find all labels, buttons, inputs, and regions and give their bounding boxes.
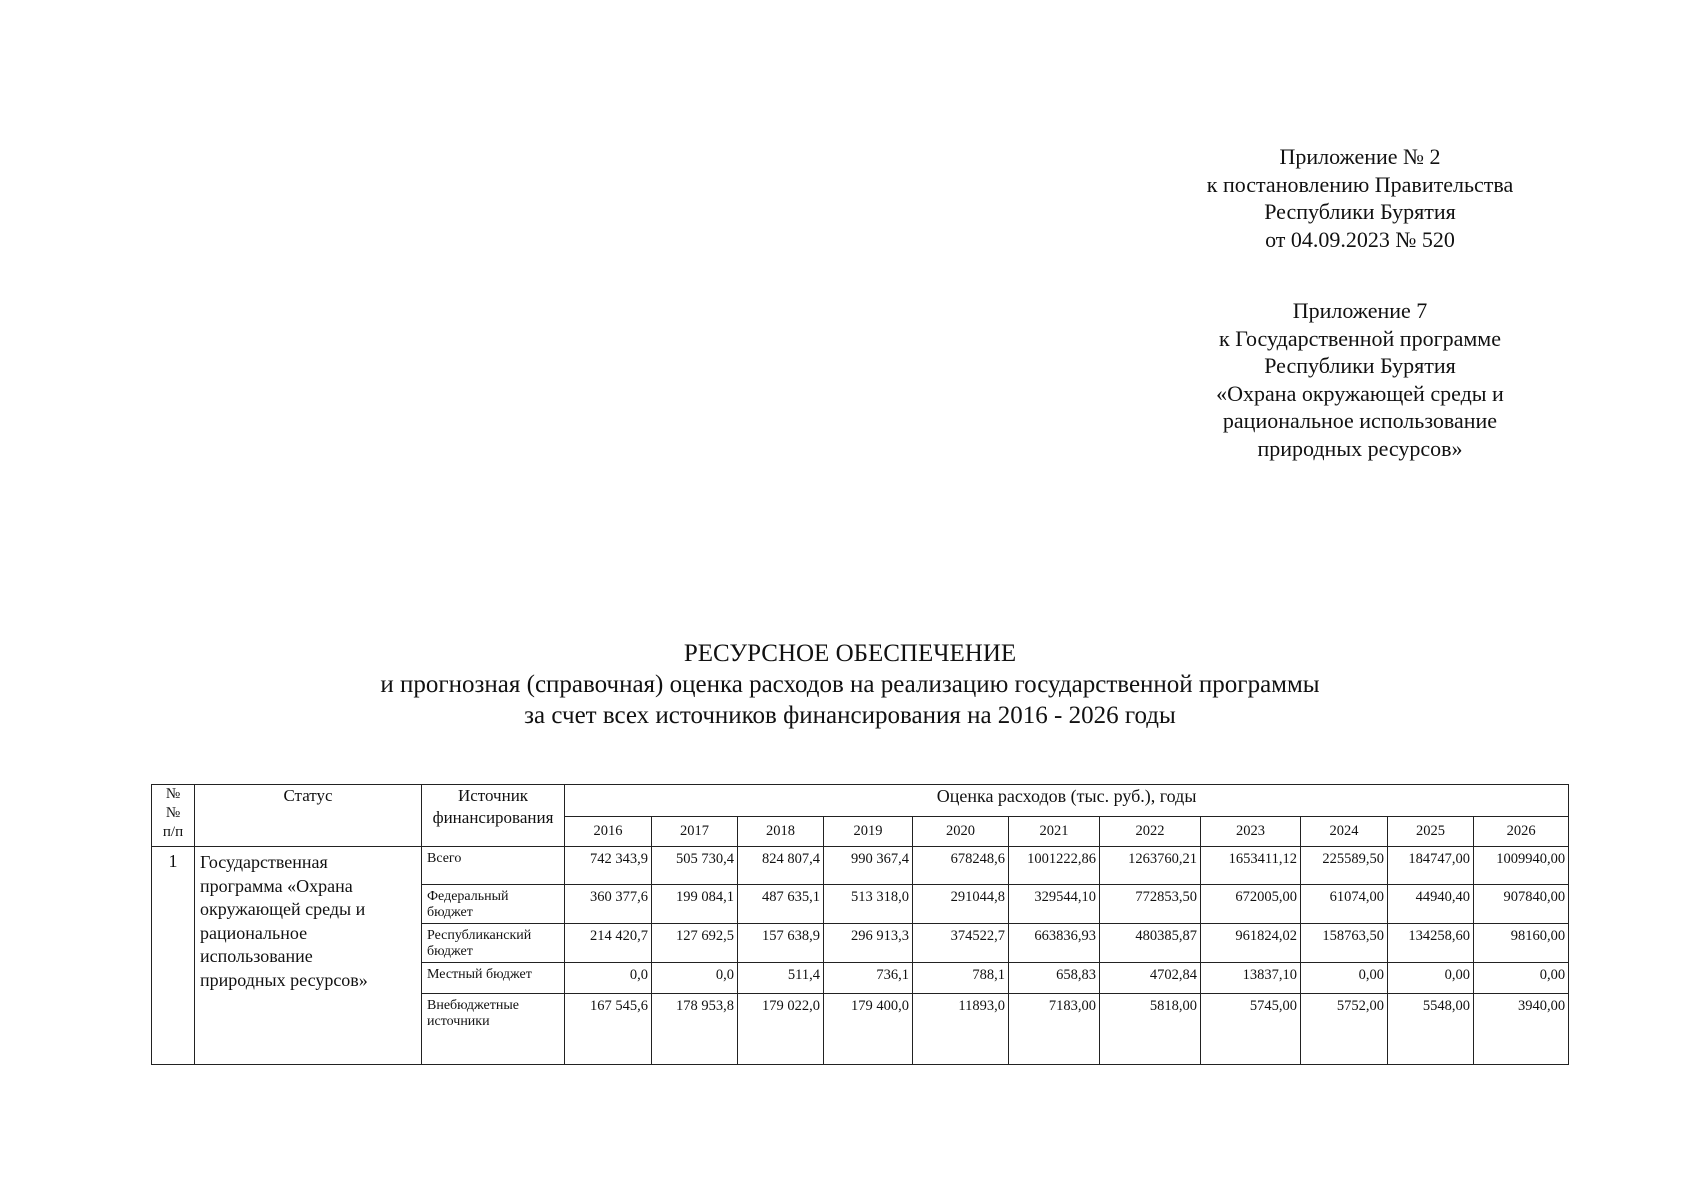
header-estimate: Оценка расходов (тыс. руб.), годы <box>565 785 1569 817</box>
funding-source-line: Республиканский <box>427 928 532 943</box>
appendix-2-line: рациональное использование <box>1222 408 1498 433</box>
expense-value: 907840,00 <box>1474 885 1569 924</box>
expense-value: 511,4 <box>738 963 824 994</box>
funding-source <box>422 963 565 994</box>
status-line: использование <box>200 946 313 966</box>
expense-value: 134258,60 <box>1388 924 1474 963</box>
status-line: программа «Охрана <box>200 875 353 896</box>
expense-value: 291044,8 <box>913 885 1009 924</box>
year-header: 2022 <box>1100 817 1201 847</box>
funding-source <box>422 847 565 885</box>
year-header: 2016 <box>565 817 652 847</box>
appendix-block-2 <box>1160 297 1560 462</box>
expense-value: 329544,10 <box>1009 885 1100 924</box>
expense-value: 736,1 <box>824 963 913 994</box>
status-line: Государственная <box>200 852 328 872</box>
status-line: рациональное <box>200 922 308 943</box>
expense-value: 4702,84 <box>1100 963 1201 994</box>
document-title <box>250 638 1450 731</box>
expense-value: 772853,50 <box>1100 885 1201 924</box>
expense-value: 1001222,86 <box>1009 847 1100 885</box>
funding-source <box>422 885 565 924</box>
appendix-2-line: природных ресурсов» <box>1257 435 1463 461</box>
header-number-line: № <box>165 805 181 821</box>
expense-value: 184747,00 <box>1388 847 1474 885</box>
status-line: окружающей среды и <box>200 899 366 919</box>
funding-source <box>422 924 565 963</box>
expense-value: 0,0 <box>652 963 738 994</box>
expense-value: 505 730,4 <box>652 847 738 885</box>
header-status: Статус <box>195 785 422 847</box>
expense-value: 5818,00 <box>1100 994 1201 1065</box>
expense-value: 13837,10 <box>1201 963 1301 994</box>
funding-source-line: бюджет <box>427 944 473 959</box>
expense-value: 158763,50 <box>1301 924 1388 963</box>
expense-value: 990 367,4 <box>824 847 913 885</box>
year-header: 2023 <box>1201 817 1301 847</box>
expense-value: 480385,87 <box>1100 924 1201 963</box>
appendix-1-line: Республики Бурятия <box>1264 199 1456 224</box>
expense-value: 0,00 <box>1301 963 1388 994</box>
expense-value: 98160,00 <box>1474 924 1569 963</box>
expense-value: 5752,00 <box>1301 994 1388 1065</box>
expense-value: 374522,7 <box>913 924 1009 963</box>
expense-value: 5745,00 <box>1201 994 1301 1065</box>
funding-source <box>422 994 565 1065</box>
header-number-line: № <box>165 786 181 802</box>
expense-value: 824 807,4 <box>738 847 824 885</box>
expense-value: 0,00 <box>1474 963 1569 994</box>
year-header: 2024 <box>1301 817 1388 847</box>
expense-value: 199 084,1 <box>652 885 738 924</box>
funding-source-line: источники <box>427 1014 490 1029</box>
appendix-2-line: «Охрана окружающей среды и <box>1216 380 1504 406</box>
appendix-1-line: от 04.09.2023 № 520 <box>1265 226 1455 252</box>
appendix-1-line: Приложение № 2 <box>1279 144 1441 169</box>
header-source-line: финансирования <box>432 808 554 827</box>
header-source-line: Источник <box>457 786 529 805</box>
resource-table <box>151 784 1569 1065</box>
expense-value: 61074,00 <box>1301 885 1388 924</box>
expense-value: 1009940,00 <box>1474 847 1569 885</box>
expense-value: 127 692,5 <box>652 924 738 963</box>
header-number-line: п/п <box>162 824 184 840</box>
funding-source-line: Всего <box>427 851 462 866</box>
header-source <box>422 785 565 847</box>
expense-value: 788,1 <box>913 963 1009 994</box>
status-cell <box>195 847 422 1065</box>
title-line-2: и прогнозная (справочная) оценка расходов на реализацию государственной программы <box>380 671 1320 698</box>
expense-value: 296 913,3 <box>824 924 913 963</box>
year-header: 2019 <box>824 817 913 847</box>
expense-value: 513 318,0 <box>824 885 913 924</box>
year-header: 2021 <box>1009 817 1100 847</box>
year-header: 2025 <box>1388 817 1474 847</box>
expense-value: 167 545,6 <box>565 994 652 1065</box>
funding-source-line: бюджет <box>427 905 473 920</box>
funding-source-line: Федеральный <box>427 889 509 904</box>
expense-value: 3940,00 <box>1474 994 1569 1065</box>
year-header: 2018 <box>738 817 824 847</box>
expense-value: 1263760,21 <box>1100 847 1201 885</box>
appendix-2-line: к Государственной программе <box>1219 325 1501 351</box>
status-line: природных ресурсов» <box>200 969 368 990</box>
expense-value: 5548,00 <box>1388 994 1474 1065</box>
year-header: 2020 <box>913 817 1009 847</box>
appendix-2-line: Республики Бурятия <box>1264 353 1456 378</box>
expense-value: 0,0 <box>565 963 652 994</box>
expense-value: 179 022,0 <box>738 994 824 1065</box>
expense-value: 663836,93 <box>1009 924 1100 963</box>
expense-value: 678248,6 <box>913 847 1009 885</box>
expense-value: 225589,50 <box>1301 847 1388 885</box>
appendix-1-line: к постановлению Правительства <box>1206 171 1514 197</box>
expense-value: 214 420,7 <box>565 924 652 963</box>
expense-value: 44940,40 <box>1388 885 1474 924</box>
expense-value: 658,83 <box>1009 963 1100 994</box>
title-line-1: РЕСУРСНОЕ ОБЕСПЕЧЕНИЕ <box>683 640 1017 667</box>
expense-value: 672005,00 <box>1201 885 1301 924</box>
expense-value: 179 400,0 <box>824 994 913 1065</box>
expense-value: 1653411,12 <box>1201 847 1301 885</box>
expense-value: 487 635,1 <box>738 885 824 924</box>
funding-source-line: Внебюджетные <box>427 998 519 1013</box>
header-number <box>152 785 195 847</box>
appendix-2-line: Приложение 7 <box>1292 298 1428 323</box>
title-line-3: за счет всех источников финансирования на 2016 - 2026 годы <box>524 702 1176 729</box>
expense-value: 742 343,9 <box>565 847 652 885</box>
year-header: 2026 <box>1474 817 1569 847</box>
expense-value: 961824,02 <box>1201 924 1301 963</box>
expense-value: 7183,00 <box>1009 994 1100 1065</box>
expense-value: 157 638,9 <box>738 924 824 963</box>
year-header: 2017 <box>652 817 738 847</box>
funding-source-line: Местный бюджет <box>427 967 532 982</box>
row-number: 1 <box>152 847 195 1065</box>
expense-value: 360 377,6 <box>565 885 652 924</box>
expense-value: 178 953,8 <box>652 994 738 1065</box>
appendix-block-1 <box>1160 143 1560 253</box>
expense-value: 0,00 <box>1388 963 1474 994</box>
expense-value: 11893,0 <box>913 994 1009 1065</box>
